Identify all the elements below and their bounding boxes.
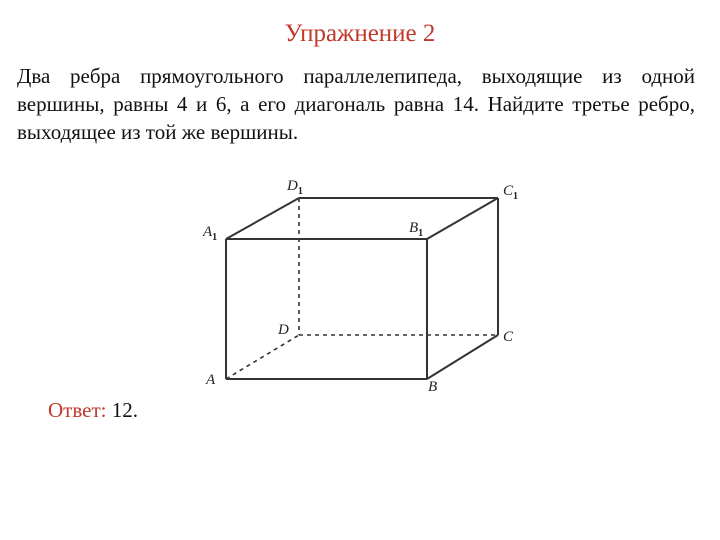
vertex-label-D: D [278, 322, 289, 338]
edge-A1-D1 [226, 198, 299, 239]
edge-B1-C1 [427, 198, 498, 239]
vertex-label-A: A [206, 372, 216, 388]
answer-value: 12. [111, 398, 138, 422]
vertex-label-B: B [428, 379, 438, 395]
vertex-label-A1: $A_1$ [203, 224, 218, 243]
edge-B-C [427, 335, 498, 379]
answer [48, 398, 138, 423]
vertex-label-D1: $D_1$ [287, 178, 303, 197]
problem-statement: Два ребра прямоугольного параллелепипеда, выходящие из одной вершины, равны 4 и 6, а его диагональ равна 14. Найдите третье ребро, выходящее из той же вершины. [17, 64, 695, 144]
slide-title: Упражнение 2 [284, 20, 436, 47]
vertex-label-C1: $C_1$ [503, 183, 519, 202]
edge-A-D [226, 335, 299, 379]
vertex-label-B1: $B_1$ [409, 220, 424, 239]
answer-label: Ответ: [48, 398, 107, 422]
vertex-label-C: C [503, 329, 514, 345]
